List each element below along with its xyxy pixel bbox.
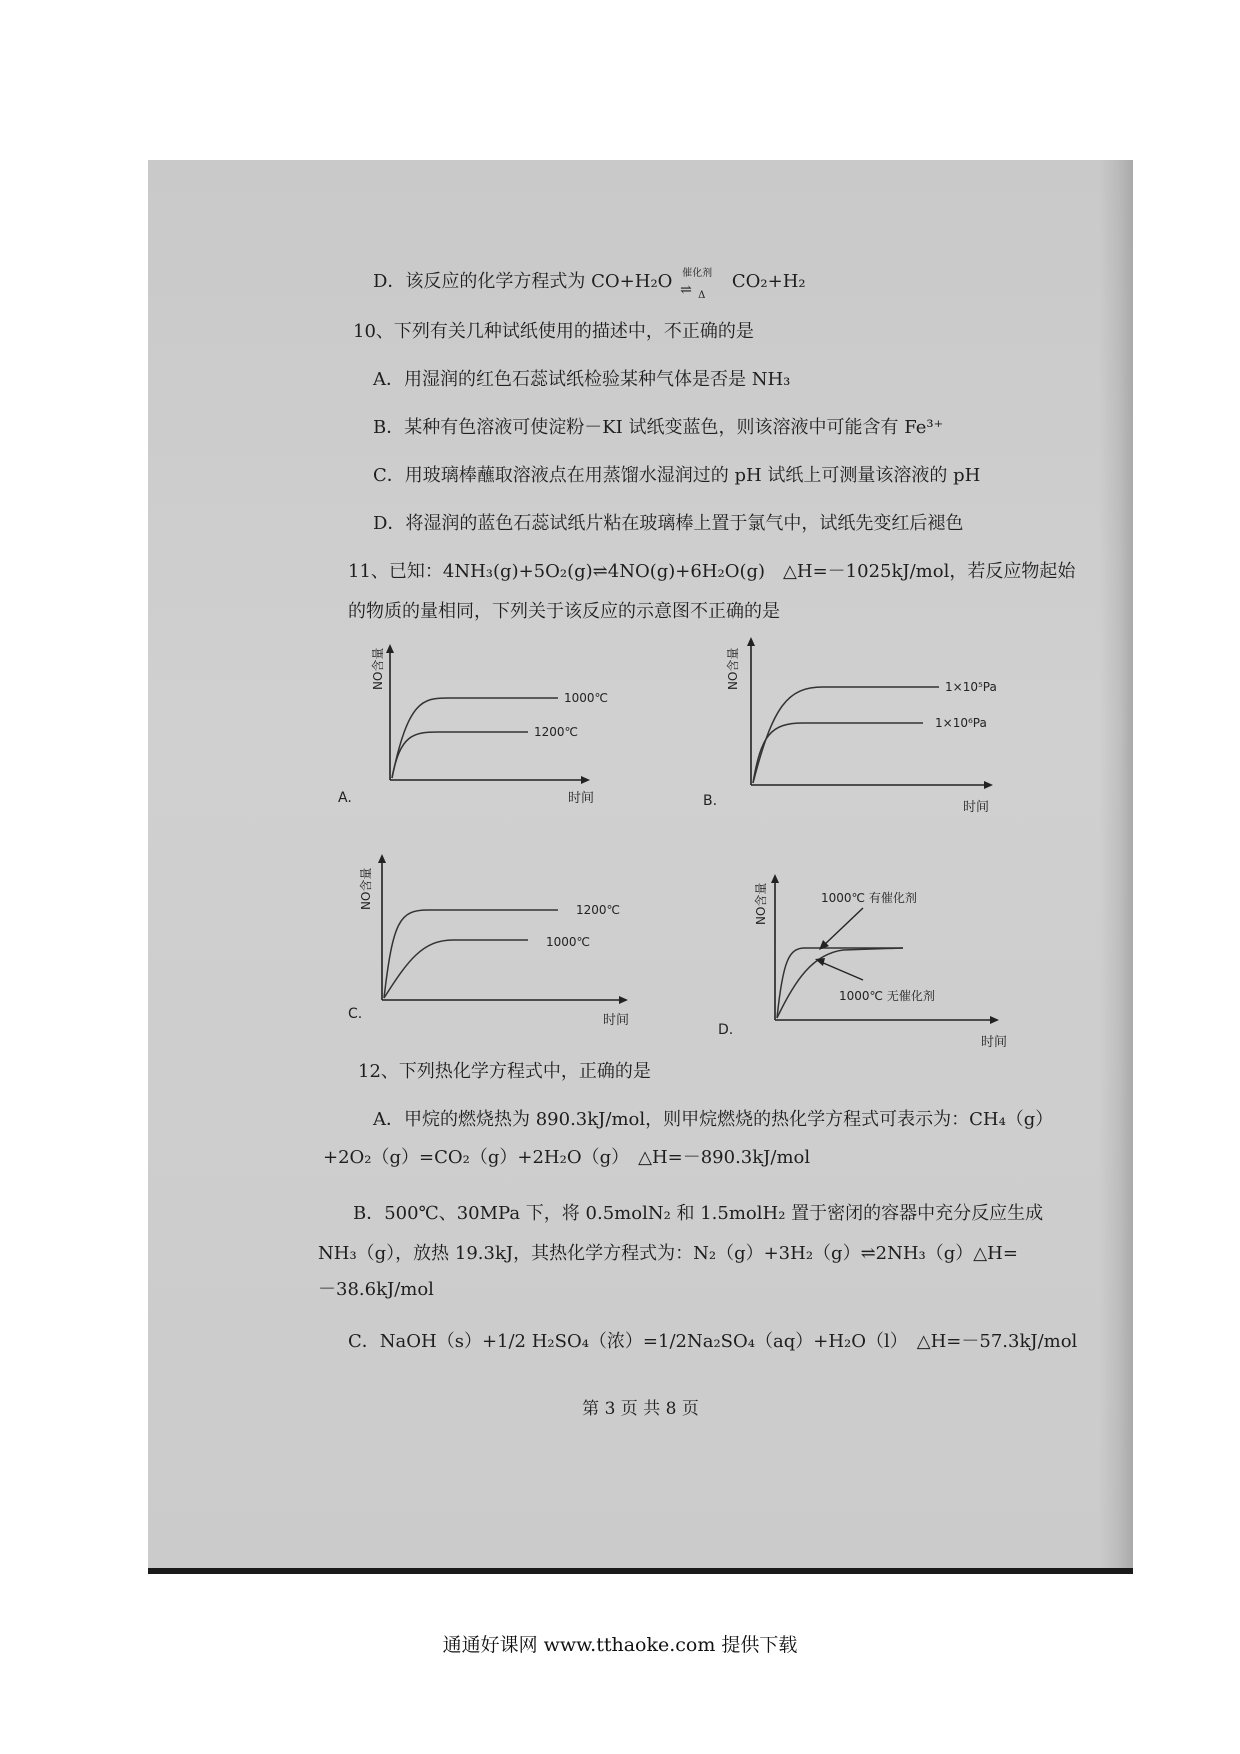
q12-option-b-line2: NH₃（g），放热 19.3kJ，其热化学方程式为：N₂（g）+3H₂（g）⇌2NH₃（g）△H= — [318, 1243, 1018, 1264]
q12-option-b-line1: B．500℃、30MPa 下，将 0.5molN₂ 和 1.5molH₂ 置于密闭的容器中充分反应生成 — [353, 1203, 1044, 1224]
scanned-page — [148, 160, 1133, 1574]
figure-a-xlabel: 时间 — [568, 791, 595, 806]
figure-a-ylabel: NO含量 — [371, 647, 385, 690]
q10-option-c: C．用玻璃棒蘸取溶液点在用蒸馏水湿润过的 pH 试纸上可测量该溶液的 pH — [373, 465, 981, 486]
figure-c-xlabel: 时间 — [603, 1013, 630, 1028]
q11-line1: 11、已知：4NH₃(g)+5O₂(g)⇌4NO(g)+6H₂O(g) △H=－1025kJ/mol，若反应物起始 — [348, 561, 1076, 582]
figure-d-lower-label: 1000℃ 无催化剂 — [839, 989, 935, 1003]
figure-c-upper-label: 1200℃ — [576, 903, 621, 917]
figure-c-curve-lower — [384, 940, 528, 998]
figure-a-curve-lower — [392, 732, 528, 778]
q10-stem: 10、下列有关几种试纸使用的描述中，不正确的是 — [353, 321, 754, 342]
reaction-arrow: 催化剂 ⇌ Δ — [678, 270, 726, 294]
figure-d-arrow-lower — [821, 962, 863, 980]
figure-a-label: A. — [338, 790, 352, 806]
q12-option-a-line1: A．甲烷的燃烧热为 890.3kJ/mol，则甲烷燃烧的热化学方程式可表示为：CH₄（g） — [373, 1109, 1054, 1130]
page-number: 第 3 页 共 8 页 — [582, 1399, 699, 1419]
figure-d-arrow-upper — [823, 908, 863, 946]
figure-b-ylabel: NO含量 — [726, 647, 740, 690]
footer-credit: 通通好课网 www.tthaoke.com 提供下载 — [442, 1634, 798, 1656]
catalyst-label: 催化剂 — [682, 268, 713, 279]
figure-d-curve-no-catalyst — [777, 948, 903, 1018]
figure-c-label: C. — [348, 1006, 363, 1022]
q12-option-c: C．NaOH（s）+1/2 H₂SO₄（浓）=1/2Na₂SO₄（aq）+H₂O（l） △H=－57.3kJ/mol — [348, 1331, 1078, 1352]
q9-product: CO₂+H₂ — [731, 271, 806, 292]
figure-a-lower-label: 1200℃ — [534, 725, 579, 739]
figure-d — [718, 870, 1083, 1055]
q10-option-b: B．某种有色溶液可使淀粉－KI 试纸变蓝色，则该溶液中可能含有 Fe³⁺ — [373, 417, 944, 438]
figure-b-curve-upper — [753, 687, 939, 783]
figure-d-label: D. — [718, 1022, 734, 1038]
figure-b-label: B. — [703, 793, 718, 809]
q9-option-d — [373, 268, 806, 301]
figure-c-curve-upper — [384, 910, 558, 998]
figure-b-upper-label: 1×10⁵Pa — [945, 680, 997, 694]
figure-a-upper-label: 1000℃ — [564, 691, 609, 705]
figure-c-lower-label: 1000℃ — [546, 935, 591, 949]
figure-d-ylabel: NO含量 — [754, 882, 768, 925]
q12-option-b-line3: －38.6kJ/mol — [318, 1279, 434, 1300]
q10-option-a: A．用湿润的红色石蕊试纸检验某种气体是否是 NH₃ — [373, 369, 791, 390]
q12-option-a-line2: +2O₂（g）=CO₂（g）+2H₂O（g） △H=－890.3kJ/mol — [323, 1147, 811, 1168]
figure-b-curve-lower — [753, 723, 923, 783]
q10-option-d: D．将湿润的蓝色石蕊试纸片粘在玻璃棒上置于氯气中，试纸先变红后褪色 — [373, 513, 964, 534]
q9-option-d-text: D．该反应的化学方程式为 CO+H₂O — [373, 271, 673, 292]
figure-d-xlabel: 时间 — [981, 1035, 1008, 1050]
figure-c-ylabel: NO含量 — [359, 867, 373, 910]
figure-b-lower-label: 1×10⁶Pa — [935, 716, 987, 730]
figure-c — [348, 850, 688, 1030]
q12-stem: 12、下列热化学方程式中，正确的是 — [358, 1061, 651, 1082]
delta-label: Δ — [698, 290, 706, 301]
figure-d-upper-label: 1000℃ 有催化剂 — [821, 891, 917, 905]
figure-b — [703, 635, 1123, 820]
figure-b-xlabel: 时间 — [963, 800, 990, 815]
figure-a — [338, 640, 688, 810]
q11-line2: 的物质的量相同，下列关于该反应的示意图不正确的是 — [348, 601, 780, 622]
